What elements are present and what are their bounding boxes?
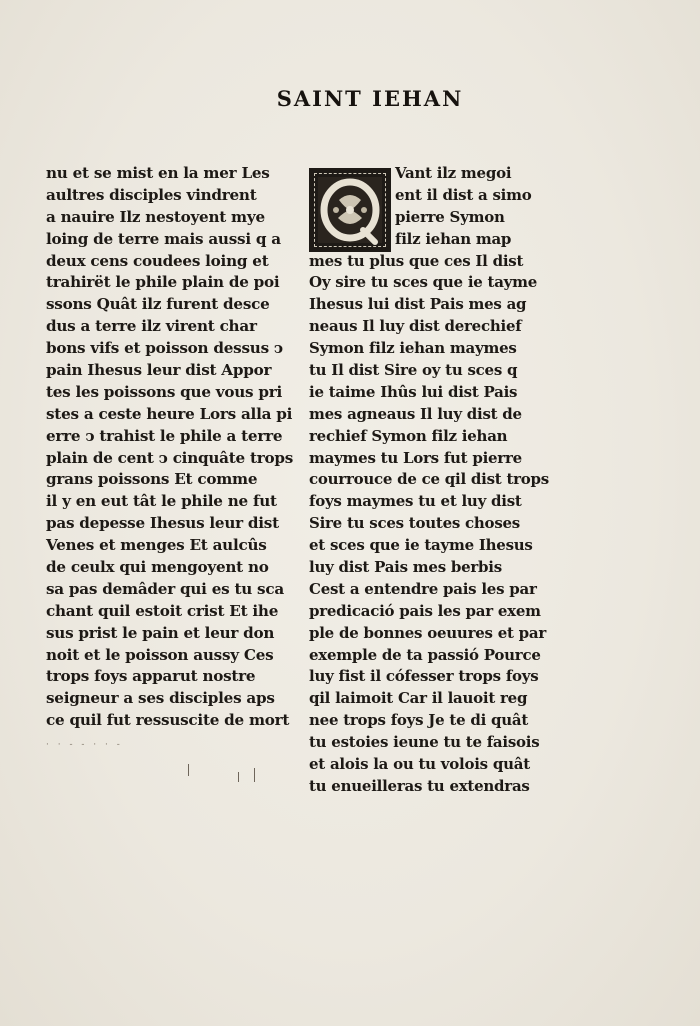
text-line: ple de bonnes oeuures et par <box>309 623 546 642</box>
text-line: exemple de ta passió Pource <box>309 645 541 664</box>
margin-marks <box>46 740 276 790</box>
text-line: pain Ihesus leur dist Appor <box>46 361 272 380</box>
stray-ink-dots: · · - - · · - <box>46 740 123 750</box>
text-line: plain de cent ↄ cinquâte trops <box>46 448 294 467</box>
text-line: grans poissons Et comme <box>46 470 258 489</box>
running-title: SAINT IEHAN <box>276 86 464 111</box>
text-line: tu estoies ieune tu te faisois <box>309 733 540 752</box>
text-line: ce quil fut ressuscite de mort <box>46 711 290 730</box>
text-line: tu enueilleras tu extendras <box>309 776 530 795</box>
text-line: qil laimoit Car il lauoit reg <box>309 689 528 708</box>
text-line: luy fist il cófesser trops foys <box>309 667 539 686</box>
decorated-initial <box>309 168 391 252</box>
text-line: ent il dist a simo <box>395 185 532 204</box>
text-line: ssons Quât ilz furent desce <box>46 295 270 314</box>
text-line: neaus Il luy dist derechief <box>309 317 522 336</box>
text-line: deux cens coudees loing et <box>46 251 269 270</box>
text-line: stes a ceste heure Lors alla pi <box>46 404 293 423</box>
text-line: seigneur a ses disciples aps <box>46 689 275 708</box>
text-line: courrouce de ce qil dist trops <box>309 470 549 489</box>
text-line: rechief Symon filz iehan <box>309 426 508 445</box>
text-line: bons vifs et poisson dessus ↄ <box>46 339 283 358</box>
text-line: predicació pais les par exem <box>309 601 541 620</box>
text-line: nee trops foys Je te di quât <box>309 711 529 730</box>
text-line: mes agneaus Il luy dist de <box>309 404 522 423</box>
text-line: Ihesus lui dist Pais mes ag <box>309 295 527 314</box>
text-line: Vant ilz megoi <box>395 164 512 182</box>
text-line: aultres disciples vindrent <box>46 185 257 204</box>
text-line: pas depesse Ihesus leur dist <box>46 514 279 533</box>
text-line: loing de terre mais aussi q a <box>46 229 281 248</box>
text-line: noit et le poisson aussy Ces <box>46 645 274 664</box>
text-line: Venes et menges Et aulcûs <box>46 536 267 555</box>
text-line: sa pas demâder qui es tu sca <box>46 579 284 598</box>
text-line: pierre Symon <box>395 207 505 226</box>
text-line: Sire tu sces toutes choses <box>309 514 520 533</box>
text-line: maymes tu Lors fut pierre <box>309 448 522 467</box>
initial-letter-ornament <box>313 172 387 248</box>
text-line: chant quil estoit crist Et ihe <box>46 601 279 620</box>
text-line: foys maymes tu et luy dist <box>309 492 522 511</box>
text-line: Oy sire tu sces que ie tayme <box>309 273 538 292</box>
ink-tick <box>254 768 255 782</box>
text-line: trops foys apparut nostre <box>46 667 256 686</box>
text-line: mes tu plus que ces Il dist <box>309 251 524 270</box>
text-line: Cest a entendre pais les par <box>309 579 537 598</box>
text-line: tes les poissons que vous pri <box>46 382 283 401</box>
text-line: sus prist le pain et leur don <box>46 623 275 642</box>
ink-tick <box>188 764 189 776</box>
text-line: a nauire Ilz nestoyent mye <box>46 207 265 226</box>
text-line: et sces que ie tayme Ihesus <box>309 536 533 555</box>
text-line: Symon filz iehan maymes <box>309 339 517 358</box>
text-line: trahirët le phile plain de poi <box>46 273 280 292</box>
text-line: dus a terre ilz virent char <box>46 317 257 336</box>
text-line: luy dist Pais mes berbis <box>309 558 502 577</box>
right-column <box>309 163 549 798</box>
text-line: tu Il dist Sire oy tu sces q <box>309 361 518 380</box>
left-column <box>46 163 294 732</box>
ink-tick <box>238 772 239 782</box>
text-line: erre ↄ trahist le phile a terre <box>46 426 283 445</box>
text-line: de ceulx qui mengoyent no <box>46 558 269 577</box>
text-line: et alois la ou tu volois quât <box>309 755 530 774</box>
text-line: ie taime Ihûs lui dist Pais <box>309 382 518 401</box>
text-line: nu et se mist en la mer Les <box>46 164 270 182</box>
text-line: filz iehan map <box>395 229 512 248</box>
text-line: il y en eut tât le phile ne fut <box>46 492 277 511</box>
